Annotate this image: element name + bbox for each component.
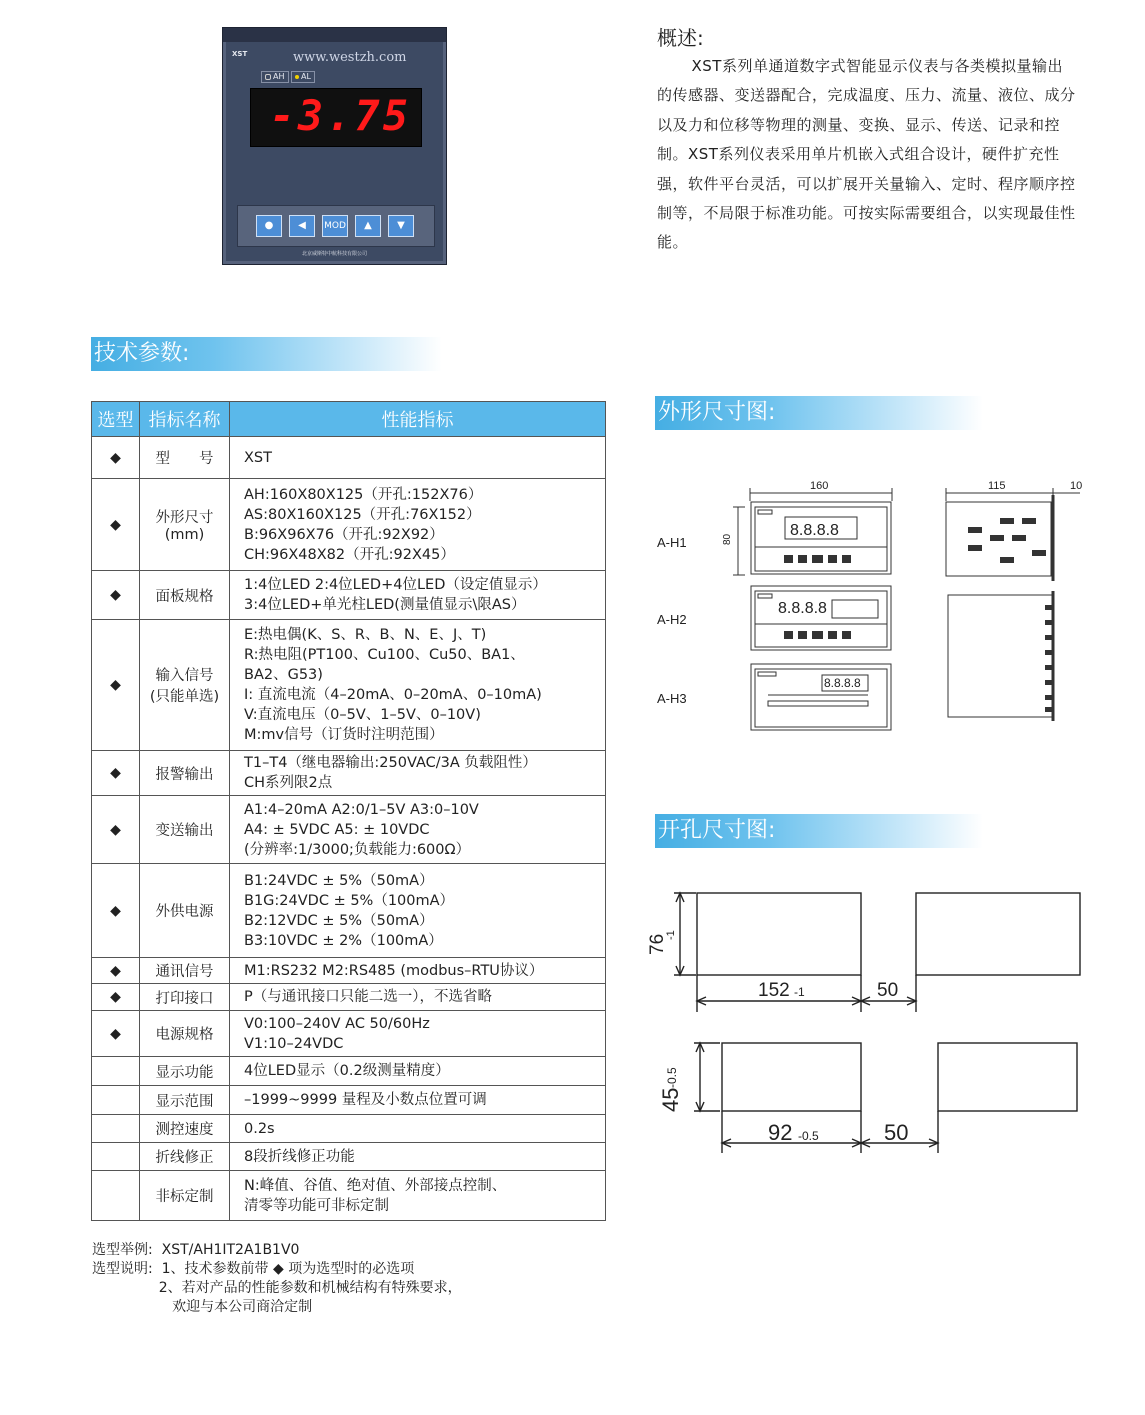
- spec-select: [92, 1171, 140, 1221]
- spec-select: ◆: [92, 984, 140, 1011]
- spec-name: 电源规格: [140, 1011, 230, 1057]
- spec-name: 型 号: [140, 437, 230, 479]
- model-a-h1: A-H1: [657, 535, 687, 550]
- spec-select: ◆: [92, 437, 140, 479]
- note-example: 选型举例: XST/AH1IT2A1B1V0: [92, 1242, 300, 1258]
- spec-name: 测控速度: [140, 1115, 230, 1143]
- watermark: www.westzh.com: [293, 50, 407, 65]
- spec-select: ◆: [92, 571, 140, 620]
- spec-row: [92, 796, 606, 864]
- spec-name: 输入信号 (只能单选): [140, 620, 230, 751]
- h1-digits: 8.8.8.8: [790, 522, 839, 539]
- cut-top-gap: 50: [877, 980, 899, 1001]
- spec-name: 打印接口: [140, 984, 230, 1011]
- device-photo: [222, 27, 447, 265]
- device-top-strip: [223, 28, 446, 42]
- down-key[interactable]: ▼: [388, 215, 414, 237]
- keypad: [237, 205, 435, 247]
- spec-value: M1:RS232 M2:RS485 (modbus–RTU协议）: [230, 958, 606, 984]
- spec-table: [91, 401, 606, 1221]
- model-a-h2: A-H2: [657, 612, 687, 627]
- spec-row: [92, 958, 606, 984]
- overview-title: 概述:: [657, 26, 704, 50]
- spec-row: [92, 864, 606, 958]
- spec-row: [92, 479, 606, 571]
- cut-top-height-tol: -1: [665, 930, 677, 940]
- spec-value: E:热电偶(K、S、R、B、N、E、J、T) R:热电阻(PT100、Cu100、Cu50、BA1、 BA2、G53) I: 直流电流（4–20mA、0–20mA、0–10mA) V:直流电压（0–5V、1–5V、0–10V) M:mv信号（订货时注明范围）: [230, 620, 606, 751]
- device-brand: XST: [232, 50, 248, 58]
- spec-value: 4位LED显示（0.2级测量精度）: [230, 1057, 606, 1086]
- model-a-h3: A-H3: [657, 691, 687, 706]
- h2-digits: 8.8.8.8: [778, 600, 827, 617]
- mod-key[interactable]: MOD: [322, 215, 348, 237]
- spec-select: [92, 1057, 140, 1086]
- cut-top-width-tol: -1: [794, 985, 805, 999]
- spec-value: N:峰值、谷值、绝对值、外部接点控制、 清零等功能可非标定制: [230, 1171, 606, 1221]
- spec-select: ◆: [92, 958, 140, 984]
- cut-bottom-gap: 50: [884, 1120, 909, 1145]
- spec-row: [92, 437, 606, 479]
- spec-name: 面板规格: [140, 571, 230, 620]
- cut-bottom-width-tol: -0.5: [798, 1129, 819, 1143]
- indicator-al: AL: [291, 71, 315, 83]
- cut-bottom-width: 92: [768, 1120, 793, 1145]
- spec-value: A1:4–20mA A2:0/1–5V A3:0–10V A4: ± 5VDC A5: ± 10VDC (分辨率:1/3000;负载能力:600Ω）: [230, 796, 606, 864]
- cutout-drawing: [647, 880, 1090, 1160]
- cut-bottom-height-tol: -0.5: [665, 1067, 679, 1088]
- spec-select: [92, 1115, 140, 1143]
- spec-value: 8段折线修正功能: [230, 1143, 606, 1171]
- spec-row: [92, 1086, 606, 1115]
- cutout-banner: 开孔尺寸图:: [655, 814, 983, 848]
- spec-name: 变送输出: [140, 796, 230, 864]
- spec-name: 外形尺寸 (mm): [140, 479, 230, 571]
- indicator-ah: AH: [261, 71, 289, 83]
- spec-row: [92, 620, 606, 751]
- spec-row: [92, 1171, 606, 1221]
- h3-digits: 8.8.8.8: [824, 676, 861, 690]
- header-select: 选型: [92, 402, 140, 437]
- spec-row: [92, 751, 606, 796]
- spec-row: [92, 984, 606, 1011]
- spec-row: [92, 571, 606, 620]
- spec-name: 报警输出: [140, 751, 230, 796]
- spec-select: ◆: [92, 751, 140, 796]
- spec-name: 折线修正: [140, 1143, 230, 1171]
- maker-label: 北京威斯特中航科技有限公司: [301, 251, 367, 257]
- spec-value: 0.2s: [230, 1115, 606, 1143]
- spec-name: 外供电源: [140, 864, 230, 958]
- spec-select: ◆: [92, 796, 140, 864]
- spec-select: ◆: [92, 620, 140, 751]
- spec-select: [92, 1086, 140, 1115]
- spec-value: 1:4位LED 2:4位LED+4位LED（设定值显示） 3:4位LED+单光柱LED(测量值显示\限AS）: [230, 571, 606, 620]
- header-name: 指标名称: [140, 402, 230, 437]
- led-display: [250, 88, 422, 147]
- selection-notes: [92, 1241, 462, 1317]
- spec-value: –1999~9999 量程及小数点位置可调: [230, 1086, 606, 1115]
- dim-height-label: 80: [722, 533, 733, 545]
- dim-depth-label: 115: [988, 480, 1006, 492]
- spec-value: B1:24VDC ± 5%（50mA） B1G:24VDC ± 5%（100mA） B2:12VDC ± 5%（50mA） B3:10VDC ± 2%（100mA）: [230, 864, 606, 958]
- dim-panel-label: 10: [1070, 480, 1083, 492]
- note-line-2: 2、若对产品的性能参数和机械结构有特殊要求，: [92, 1280, 462, 1296]
- set-key[interactable]: ●: [256, 215, 282, 237]
- spec-select: [92, 1143, 140, 1171]
- up-key[interactable]: ▲: [355, 215, 381, 237]
- left-key[interactable]: ◀: [289, 215, 315, 237]
- spec-value: T1–T4（继电器输出:250VAC/3A 负载阻性） CH系列限2点: [230, 751, 606, 796]
- spec-row: [92, 1011, 606, 1057]
- spec-select: ◆: [92, 479, 140, 571]
- outline-drawing: [650, 475, 1100, 745]
- spec-row: [92, 1115, 606, 1143]
- note-line-1: 选型说明: 1、技术参数前带 ◆ 项为选型时的必选项: [92, 1261, 415, 1277]
- cut-top-width: 152: [758, 980, 790, 1001]
- spec-row: [92, 1057, 606, 1086]
- spec-select: ◆: [92, 1011, 140, 1057]
- spec-name: 显示功能: [140, 1057, 230, 1086]
- spec-select: ◆: [92, 864, 140, 958]
- header-spec: 性能指标: [230, 402, 606, 437]
- cut-bottom-height: 45: [658, 1087, 683, 1112]
- display-value: -3.75: [269, 91, 411, 140]
- spec-name: 非标定制: [140, 1171, 230, 1221]
- spec-name: 显示范围: [140, 1086, 230, 1115]
- tech-banner: 技术参数:: [91, 337, 442, 371]
- note-line-3: 欢迎与本公司商洽定制: [92, 1299, 313, 1315]
- spec-header-row: [92, 402, 606, 437]
- spec-row: [92, 1143, 606, 1171]
- spec-value: P（与通讯接口只能二选一），不选省略: [230, 984, 606, 1011]
- spec-name: 通讯信号: [140, 958, 230, 984]
- overview-body: XST系列单通道数字式智能显示仪表与各类模拟量输出的传感器、变送器配合，完成温度、压力、流量、液位、成分以及力和位移等物理的测量、变换、显示、传送、记录和控制。XST系列仪表采用单片机嵌入式组合设计，硬件扩充性强，软件平台灵活，可以扩展开关量输入、定时、程序顺序控制等，不局限于标准功能。可按实际需要组合，以实现最佳性能。: [657, 57, 1076, 252]
- dim-width-label: 160: [810, 480, 829, 492]
- dims-banner: 外形尺寸图:: [655, 396, 983, 430]
- spec-value: AH:160X80X125（开孔:152X76） AS:80X160X125（开孔:76X152） B:96X96X76（开孔:92X92） CH:96X48X82（开孔:92X45）: [230, 479, 606, 571]
- spec-value: XST: [230, 437, 606, 479]
- spec-value: V0:100–240V AC 50/60Hz V1:10–24VDC: [230, 1011, 606, 1057]
- cut-top-height: 76: [647, 933, 668, 955]
